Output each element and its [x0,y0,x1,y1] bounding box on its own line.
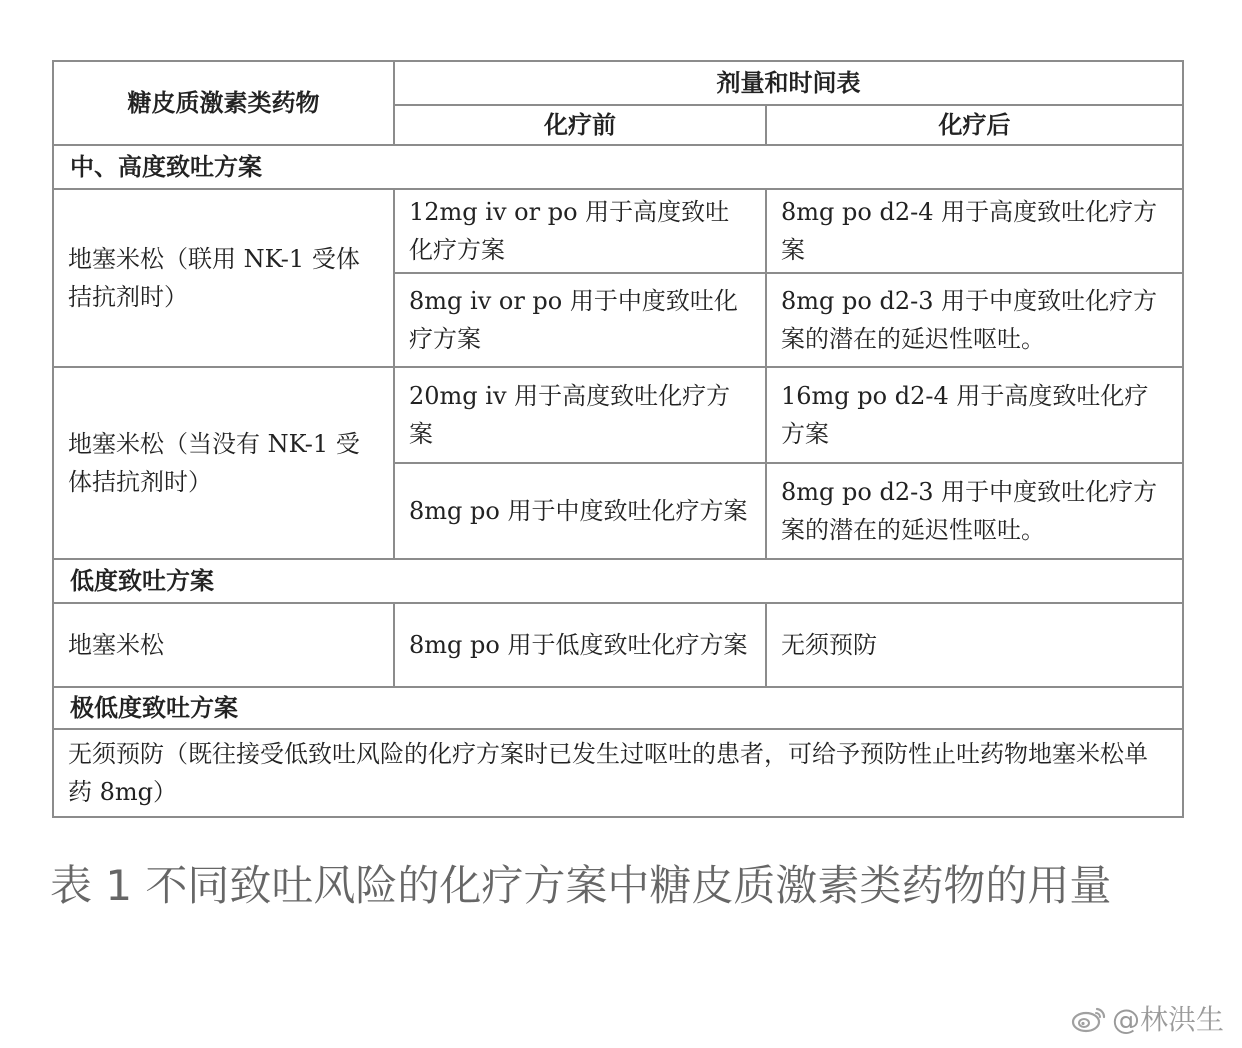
drug-dex-with-nk1: 地塞米松（联用 NK-1 受体拮抗剂时） [53,189,394,367]
dex-with-nk1-high-before: 12mg iv or po 用于高度致吐化疗方案 [394,189,766,273]
dex-low-after: 无须预防 [766,603,1183,687]
dex-without-nk1-high-after: 16mg po d2-4 用于高度致吐化疗方案 [766,367,1183,463]
header-before-chemo: 化疗前 [394,105,766,145]
dex-without-nk1-high-before: 20mg iv 用于高度致吐化疗方案 [394,367,766,463]
minimal-note: 无须预防（既往接受低致吐风险的化疗方案时已发生过呕吐的患者，可给予预防性止吐药物地塞米松单药 8mg） [53,729,1183,817]
header-after-chemo: 化疗后 [766,105,1183,145]
dex-with-nk1-mod-after: 8mg po d2-3 用于中度致吐化疗方案的潜在的延迟性呕吐。 [766,273,1183,367]
dex-with-nk1-high-after: 8mg po d2-4 用于高度致吐化疗方案 [766,189,1183,273]
dex-without-nk1-mod-before: 8mg po 用于中度致吐化疗方案 [394,463,766,559]
watermark [1070,998,1224,1038]
header-drug-category: 糖皮质激素类药物 [53,61,394,145]
section-high-moderate: 中、高度致吐方案 [53,145,1183,189]
weibo-icon [1070,1003,1108,1033]
drug-dex-without-nk1: 地塞米松（当没有 NK-1 受体拮抗剂时） [53,367,394,559]
table-caption: 表 1 不同致吐风险的化疗方案中糖皮质激素类药物的用量 [50,861,1112,910]
section-low: 低度致吐方案 [53,559,1183,603]
section-minimal: 极低度致吐方案 [53,687,1183,729]
dex-without-nk1-mod-after: 8mg po d2-3 用于中度致吐化疗方案的潜在的延迟性呕吐。 [766,463,1183,559]
dex-low-before: 8mg po 用于低度致吐化疗方案 [394,603,766,687]
dex-with-nk1-mod-before: 8mg iv or po 用于中度致吐化疗方案 [394,273,766,367]
header-schedule: 剂量和时间表 [394,61,1183,105]
dosage-table [52,60,1184,818]
drug-dex-low: 地塞米松 [53,603,394,687]
watermark-text: @林洪生 [1112,1003,1225,1036]
